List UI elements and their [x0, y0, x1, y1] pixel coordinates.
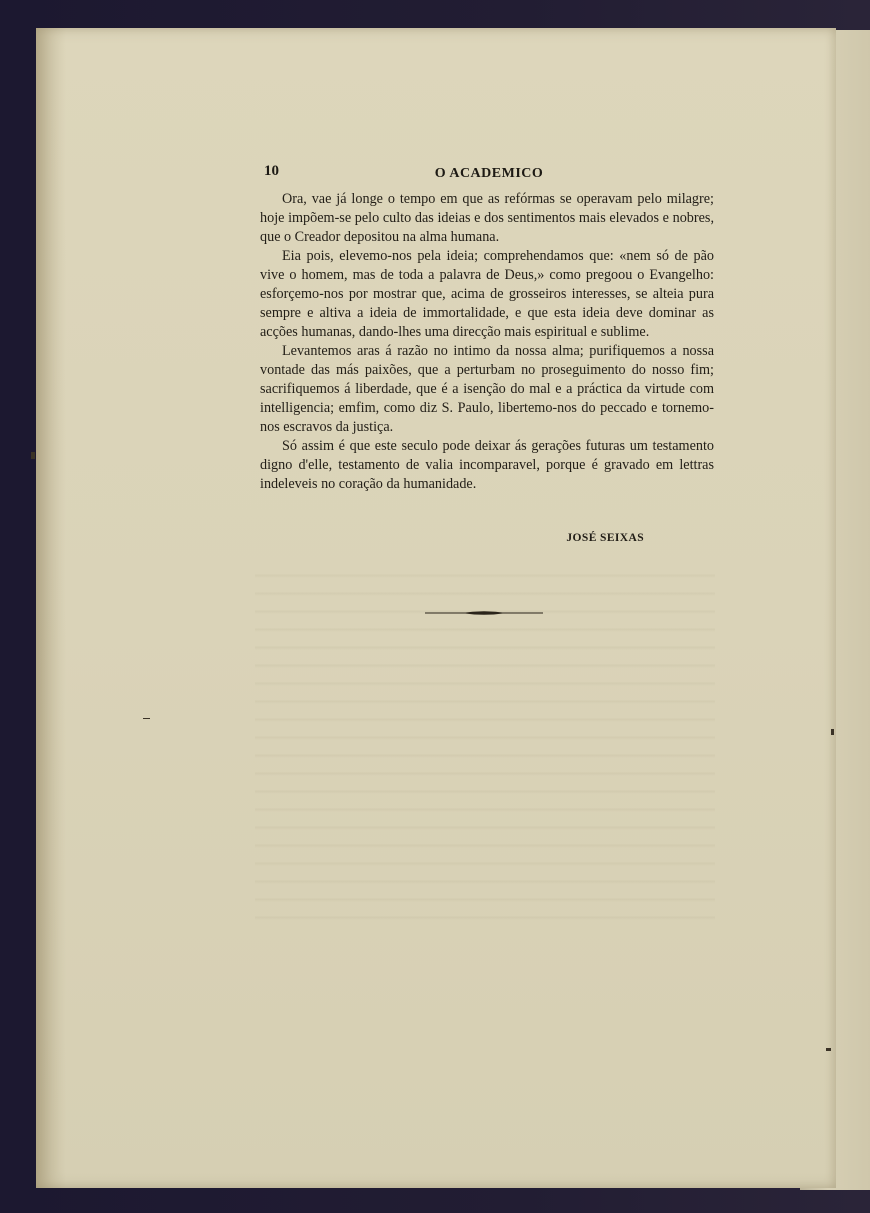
speck	[143, 718, 150, 719]
author-signature: JOSÉ SEIXAS	[566, 532, 644, 544]
speck	[831, 729, 834, 735]
speck	[31, 452, 35, 459]
ornamental-rule	[425, 610, 543, 616]
article-body	[260, 190, 714, 494]
page-header	[264, 163, 712, 185]
paragraph: Só assim é que este seculo pode deixar ás gerações futuras um testamento digno d'elle, testamento de valia incomparavel, porque é gravado em lettras indeleveis no coração da humanidade.	[260, 438, 714, 492]
speck	[826, 1048, 831, 1051]
running-head: O ACADEMICO	[434, 166, 544, 181]
paragraph: Ora, vae já longe o tempo em que as refórmas se operavam pelo milagre; hoje impõem-se pelo culto das ideias e dos sentimentos mais elevados e nobres, que o Creador depositou na alma humana.	[260, 191, 714, 245]
page-fold-shadow	[36, 28, 66, 1188]
paragraph: Eia pois, elevemo-nos pela ideia; comprehendamos que: «nem só de pão vive o homem, mas de toda a palavra de Deus,» como pregoou o Evangelho: esforçemo-nos por mostrar que, acima de grosseiros interesses, se alteia pura sempre e altiva a ideia de immortalidade, e que esta ideia deve dominar as acções humanas, dando-lhes uma direcção mais espiritual e sublime.	[260, 248, 714, 340]
page-number: 10	[264, 163, 279, 179]
paragraph: Levantemos aras á razão no intimo da nossa alma; purifiquemos a nossa vontade das más paixões, que a perturbam no proseguimento do nosso fim; sacrifiquemos á liberdade, que é a isenção do mal e a práctica da virtude com intelligencia; emfim, como diz S. Paulo, libertemo-nos do peccado e tornemo-nos escravos da justiça.	[260, 343, 714, 435]
